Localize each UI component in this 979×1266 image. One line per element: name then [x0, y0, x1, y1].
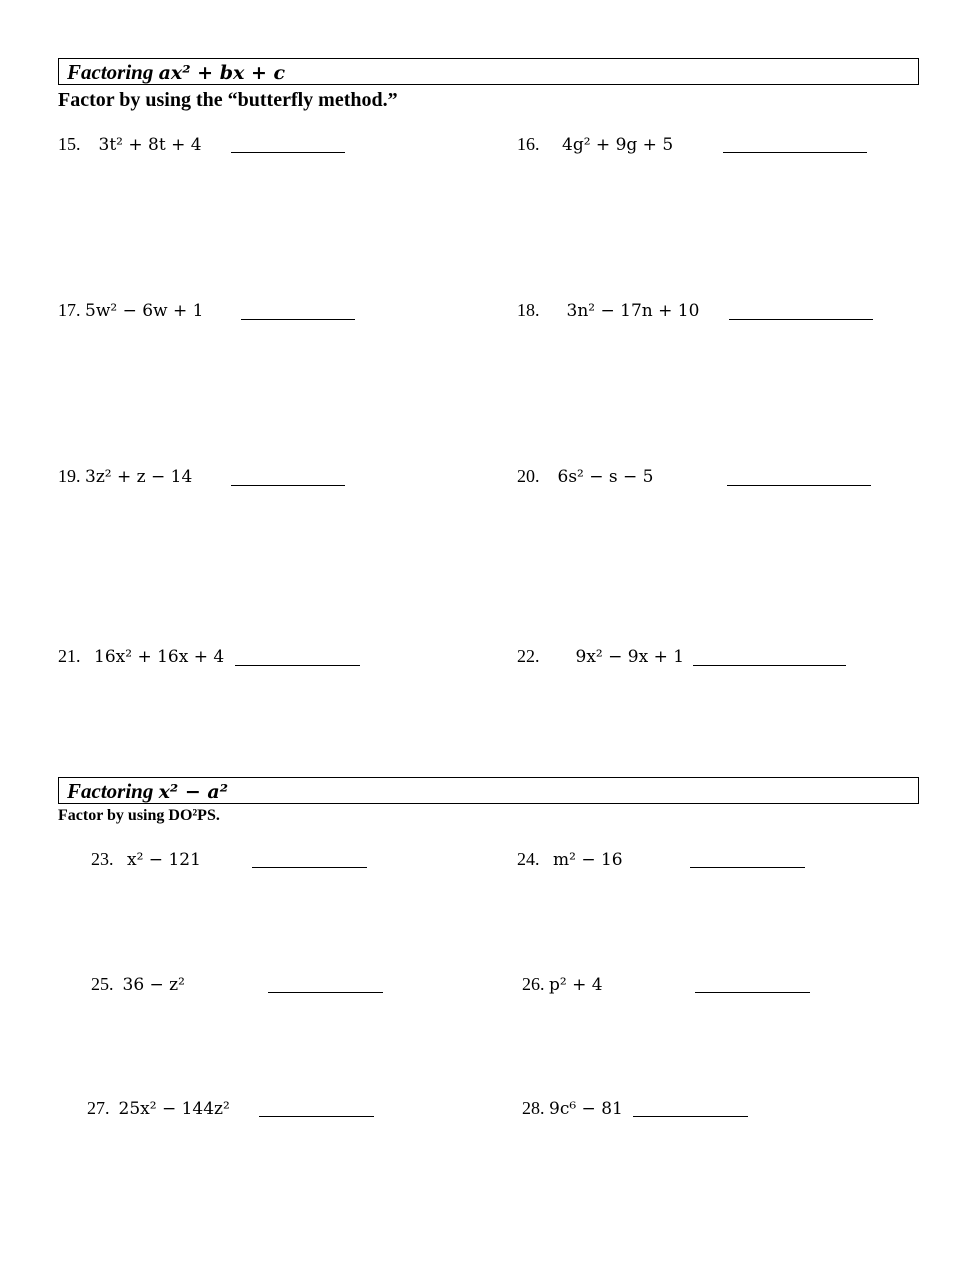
problem-17 [58, 299, 203, 322]
problem-number: 15. [58, 134, 81, 154]
problem-number: 19. [58, 466, 81, 486]
problem-28 [522, 1097, 623, 1120]
answer-blank-22[interactable] [693, 665, 846, 666]
section-title-label: Factoring [67, 779, 154, 803]
answer-blank-17[interactable] [241, 319, 355, 320]
problem-expression: 9x² − 9x + 1 [575, 647, 685, 667]
problem-expression: 4g² + 9g + 5 [562, 135, 674, 155]
problem-25 [91, 973, 185, 996]
problem-number: 21. [58, 646, 81, 666]
section-header-quadratic [58, 58, 919, 85]
section-title [67, 779, 228, 804]
section-title-expression: x² − a² [158, 781, 229, 803]
problem-number: 20. [517, 466, 540, 486]
problem-number: 17. [58, 300, 81, 320]
answer-blank-16[interactable] [723, 152, 867, 153]
problem-number: 27. [87, 1098, 110, 1118]
problem-23 [91, 848, 201, 871]
answer-blank-21[interactable] [235, 665, 360, 666]
problem-number: 25. [91, 974, 114, 994]
section-title [67, 60, 285, 85]
problem-16 [517, 133, 673, 156]
problem-number: 26. [522, 974, 545, 994]
problem-expression: 9c⁶ − 81 [549, 1099, 623, 1119]
problem-22 [517, 645, 684, 668]
answer-blank-18[interactable] [729, 319, 873, 320]
problem-expression: 3t² + 8t + 4 [98, 135, 202, 155]
problem-19 [58, 465, 192, 488]
problem-number: 24. [517, 849, 540, 869]
answer-blank-23[interactable] [252, 867, 367, 868]
answer-blank-26[interactable] [695, 992, 810, 993]
problem-20 [517, 465, 654, 488]
answer-blank-25[interactable] [268, 992, 383, 993]
problem-expression: 36 − z² [122, 975, 185, 995]
problem-expression: 3n² − 17n + 10 [566, 301, 700, 321]
answer-blank-15[interactable] [231, 152, 345, 153]
problem-expression: 3z² + z − 14 [85, 467, 193, 487]
instruction-butterfly: Factor by using the “butterfly method.” [58, 89, 398, 111]
problem-expression: x² − 121 [127, 850, 201, 870]
answer-blank-27[interactable] [259, 1116, 374, 1117]
section-title-label: Factoring [67, 60, 154, 84]
instruction-dops: Factor by using DO²PS. [58, 807, 220, 824]
problem-number: 28. [522, 1098, 545, 1118]
problem-expression: 25x² − 144z² [118, 1099, 230, 1119]
problem-number: 23. [91, 849, 114, 869]
problem-expression: 5w² − 6w + 1 [85, 301, 204, 321]
problem-24 [517, 848, 623, 871]
problem-15 [58, 133, 202, 156]
problem-21 [58, 645, 224, 668]
answer-blank-20[interactable] [727, 485, 871, 486]
problem-26 [522, 973, 603, 996]
problem-expression: m² − 16 [553, 850, 623, 870]
section-title-expression: ax² + bx + c [158, 62, 286, 84]
problem-18 [517, 299, 699, 322]
problem-27 [87, 1097, 230, 1120]
problem-expression: 6s² − s − 5 [557, 467, 654, 487]
answer-blank-19[interactable] [231, 485, 345, 486]
answer-blank-24[interactable] [690, 867, 805, 868]
problem-number: 16. [517, 134, 540, 154]
problem-number: 18. [517, 300, 540, 320]
problem-expression: 16x² + 16x + 4 [94, 647, 225, 667]
problem-expression: p² + 4 [549, 975, 603, 995]
problem-number: 22. [517, 646, 540, 666]
section-header-difference-of-squares [58, 777, 919, 804]
answer-blank-28[interactable] [633, 1116, 748, 1117]
